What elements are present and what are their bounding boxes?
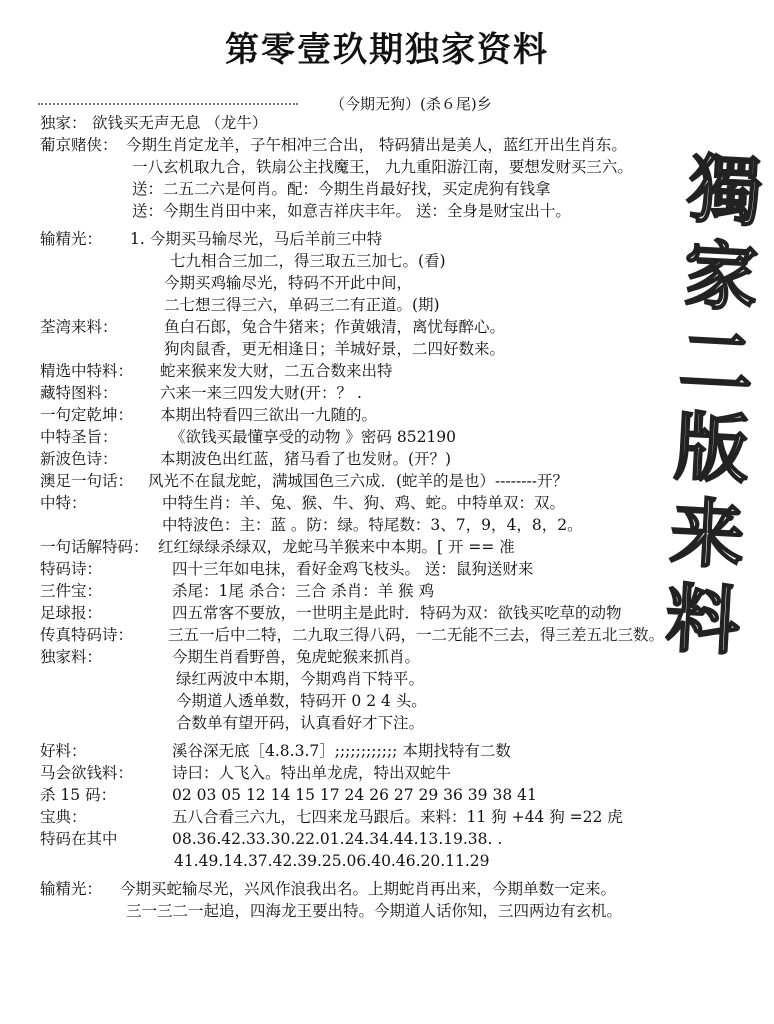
row-text: 鱼白石郎，兔合牛猪来；作黄娥清，离忧每醉心。 — [164, 318, 506, 336]
row-text: 41.49.14.37.42.39.25.06.40.46.20.11.29 — [174, 852, 490, 870]
subtitle-text: （今期无狗）(杀６尾) — [330, 95, 477, 113]
info-row — [40, 112, 760, 134]
scratched-text — [38, 103, 298, 111]
row-text: 六来一来三四发大财(开：？ . — [160, 384, 362, 402]
info-row — [40, 602, 760, 624]
row-text: 绿红两波中本期，今期鸡肖下特平。 — [176, 670, 425, 688]
info-row — [40, 536, 760, 558]
info-row — [40, 784, 760, 806]
row-label: 足球报： — [40, 604, 103, 622]
info-row — [40, 850, 760, 872]
row-label: 荃湾来料： — [40, 318, 118, 336]
info-row — [40, 228, 760, 250]
row-text: 本期波色出红蓝，猪马看了也发财。(开？) — [160, 450, 452, 468]
info-row — [40, 806, 760, 828]
row-text: 中特生肖：羊、兔、猴、牛、狗、鸡、蛇。中特单双：双。 — [162, 494, 566, 512]
row-text: 溪谷深无底［4.8.3.7］;;;;;;;;;;;; 本期找特有二数 — [172, 742, 511, 760]
info-row — [40, 558, 760, 580]
info-row — [40, 668, 760, 690]
info-row — [40, 514, 760, 536]
row-label: 独家料： — [40, 648, 103, 666]
row-text: 五八合看三六九，七四来龙马跟后。来料：11 狗 +44 狗 =22 虎 — [172, 808, 623, 826]
row-label: 中特： — [40, 494, 87, 512]
info-list — [40, 112, 760, 922]
row-text: 红红绿绿杀绿双，龙蛇马羊猴来中本期。[ 开 == 准 — [158, 538, 515, 556]
info-row — [40, 316, 760, 338]
row-label: 一句定乾坤： — [40, 406, 134, 424]
info-row — [40, 178, 760, 200]
info-row — [40, 360, 760, 382]
row-label: 特码诗： — [40, 560, 103, 578]
info-row — [40, 712, 760, 734]
row-label: 藏特图料： — [40, 384, 118, 402]
info-row — [40, 740, 760, 762]
info-row — [40, 448, 760, 470]
row-text: 今期道人透单数，特码开 0 2 4 头。 — [176, 692, 427, 710]
subtitle — [330, 93, 492, 114]
row-label: 新波色诗： — [40, 450, 118, 468]
row-text: 中特波色：主：蓝 。防：绿。特尾数：3、7，9，4，8，2。 — [162, 516, 583, 534]
watermark-char: 獨 — [686, 146, 765, 237]
watermark-char: 二 — [677, 318, 756, 408]
row-text: 本期出特看四三欲出一九随的。 — [160, 406, 378, 424]
row-label: 杀 15 码： — [40, 786, 117, 804]
info-row — [40, 470, 760, 492]
row-label: 特码在其中 — [40, 830, 118, 848]
info-row — [40, 338, 760, 360]
info-row — [40, 426, 760, 448]
info-row — [40, 156, 760, 178]
info-row — [40, 900, 760, 922]
row-label: 澳足一句话： — [40, 472, 134, 490]
info-row — [40, 382, 760, 404]
row-text: 今期生肖看野兽，兔虎蛇猴来抓肖。 — [172, 648, 421, 666]
info-row — [40, 690, 760, 712]
row-label: 独家： — [40, 114, 87, 132]
row-text: 蛇来猴来发大财，二五合数来出特 — [160, 362, 393, 380]
watermark-char: 版 — [672, 404, 751, 494]
row-label: 精选中特料： — [40, 362, 134, 380]
watermark-char: 家 — [681, 232, 760, 323]
row-text: 《欲钱买最懂享受的动物 》密码 852190 — [170, 428, 457, 446]
row-label: 葡京赌侠： — [40, 136, 118, 154]
row-label: 马会欲钱料： — [40, 764, 134, 782]
info-row — [40, 762, 760, 784]
row-text: 今期生肖定龙羊，子午相冲三合出， 特码猜出是美人，蓝红开出生肖东。 — [126, 136, 627, 154]
info-row — [40, 134, 760, 156]
info-row — [40, 200, 760, 222]
row-text: 一八玄机取九合，铁扇公主找魔王， 九九重阳游江南，要想发财买三六。 — [132, 158, 633, 176]
subtitle-mark: 乡 — [476, 95, 492, 113]
info-row — [40, 294, 760, 316]
row-text: 02 03 05 12 14 15 17 24 26 27 29 36 39 38 41 — [172, 786, 537, 804]
row-text: 合数单有望开码，认真看好才下注。 — [176, 714, 425, 732]
row-text: 四十三年如电抹，看好金鸡飞枝头。 送：鼠狗送财来 — [172, 560, 534, 578]
row-text: 今期买蛇输尽光，兴风作浪我出名。上期蛇肖再出来，今期单数一定来。 — [120, 880, 617, 898]
row-text: 今期买鸡输尽光，特码不开此中间， — [164, 274, 413, 292]
row-text: 欲钱买无声无息 （龙牛） — [92, 114, 268, 132]
row-text: 二七想三得三六，单码三二有正道。(期) — [164, 296, 440, 314]
page-title: 第零壹玖期独家资料 — [225, 30, 549, 70]
row-text: 杀尾：1尾 杀合：三合 杀肖：羊 猴 鸡 — [172, 582, 435, 600]
row-text: 08.36.42.33.30.22.01.24.34.44.13.19.38. . — [172, 830, 503, 848]
row-label: 三件宝： — [40, 582, 103, 600]
row-label: 中特圣旨： — [40, 428, 118, 446]
row-label: 好料： — [40, 742, 87, 760]
info-row — [40, 492, 760, 514]
row-text: 送：二五二六是何肖。配：今期生肖最好找，买定虎狗有钱拿 — [132, 180, 551, 198]
info-row — [40, 272, 760, 294]
row-text: 诗曰：人飞入。特出单龙虎，特出双蛇牛 — [172, 764, 452, 782]
info-row — [40, 580, 760, 602]
info-row — [40, 250, 760, 272]
row-label: 传真特码诗： — [40, 626, 134, 644]
row-label: 宝典： — [40, 808, 87, 826]
row-text: 三五一后中二特，二九取三得八码，一二无能不三去，得三差五北三数。 — [168, 626, 665, 644]
info-row — [40, 878, 760, 900]
info-row — [40, 624, 760, 646]
row-text: 送：今期生肖田中来，如意吉祥庆丰年。 送：全身是财宝出十。 — [132, 202, 571, 220]
info-row — [40, 828, 760, 850]
row-text: 三一三二一起追，四海龙王要出特。今期道人话你知，三四两边有玄机。 — [126, 902, 623, 920]
row-label: 输精光： — [40, 230, 103, 248]
row-text: 风光不在鼠龙蛇，满城国色三六成．(蛇羊的是也）--------开？ — [148, 472, 568, 490]
row-text: 1. 今期买马输尽光，马后羊前三中特 — [130, 230, 383, 248]
watermark-char: 来 — [668, 489, 747, 580]
row-label: 输精光： — [40, 880, 103, 898]
row-text: 狗肉鼠香，更无相逢日；羊城好景，二四好数来。 — [164, 340, 506, 358]
row-text: 七九相合三加二，得三取五三加七。(看) — [170, 252, 446, 270]
row-text: 四五常客不要放，一世明主是此时．特码为双：欲钱买吃草的动物 — [172, 604, 622, 622]
info-row — [40, 404, 760, 426]
row-label: 一句话解特码： — [40, 538, 149, 556]
watermark-char: 料 — [663, 575, 742, 666]
